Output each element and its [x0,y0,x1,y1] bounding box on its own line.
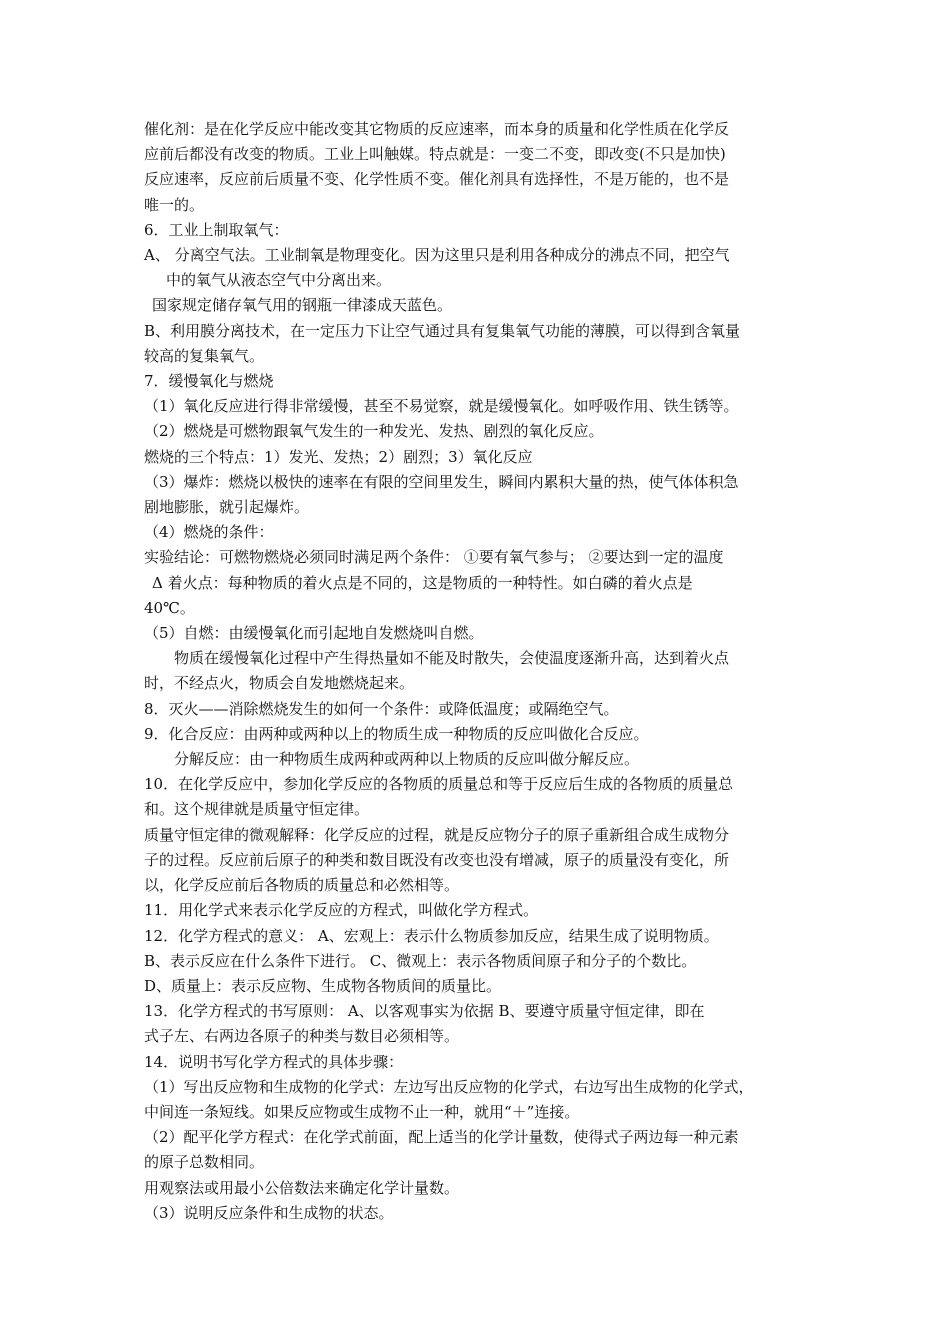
section-heading: 11．用化学式来表示化学反应的方程式，叫做化学方程式。 [144,901,539,920]
section-heading: 10．在化学反应中，参加化学反应的各物质的质量总和等于反应后生成的各物质的质量总 [144,775,734,794]
text-line: （2）配平化学方程式：在化学式前面，配上适当的化学计量数，使得式子两边每一种元素 [144,1128,739,1147]
text-line: 40℃。 [144,598,195,617]
text-line: 和。这个规律就是质量守恒定律。 [144,800,370,819]
text-line: （5）自燃：由缓慢氧化而引起地自发燃烧叫自燃。 [144,624,484,643]
section-heading: 12．化学方程式的意义： A、宏观上：表示什么物质参加反应，结果生成了说明物质。 [144,926,719,945]
text-line: 以，化学反应前后各物质的质量总和必然相等。 [144,876,460,895]
text-line: 燃烧的三个特点：1）发光、发热；2）剧烈；3）氧化反应 [144,447,533,466]
text-line: 中的氧气从液态空气中分离出来。 [166,271,392,290]
section-heading: 14．说明书写化学方程式的具体步骤： [144,1052,404,1071]
text-line: 唯一的。 [144,195,205,214]
text-line: 催化剂：是在化学反应中能改变其它物质的反应速率，而本身的质量和化学性质在化学反 [144,120,730,138]
text-line: （1）氧化反应进行得非常缓慢，甚至不易觉察，就是缓慢氧化。如呼吸作用、铁生锈等。 [144,397,739,416]
document-page [144,117,812,1226]
text-line: （1）写出反应物和生成物的化学式：左边写出反应物的化学式，右边写出生成物的化学式， [144,1077,754,1096]
text-line: 物质在缓慢氧化过程中产生得热量如不能及时散失，会使温度逐渐升高，达到着火点 [174,649,730,668]
text-line: 较高的复集氧气。 [144,346,265,365]
text-line: 国家规定储存氧气用的钢瓶一律漆成天蓝色。 [152,296,453,315]
section-heading: 9．化合反应：由两种或两种以上的物质生成一种物质的反应叫做化合反应。 [144,724,649,743]
text-line: （4）燃烧的条件： [144,523,274,542]
text-line: 时，不经点火，物质会自发地燃烧起来。 [144,674,415,693]
text-line: （2）燃烧是可燃物跟氧气发生的一种发光、发热、剧烈的氧化反应。 [144,422,604,441]
text-line: Δ 着火点：每种物质的着火点是不同的，这是物质的一种特性。如白磷的着火点是 [152,573,693,592]
text-line: 质量守恒定律的微观解释：化学反应的过程，就是反应物分子的原子重新组合成生成物分 [144,825,730,844]
text-line: B、表示反应在什么条件下进行。 C、微观上：表示各物质间原子和分子的个数比。 [144,951,697,970]
text-line: 分解反应：由一种物质生成两种或两种以上物质的反应叫做分解反应。 [174,750,640,769]
text-line: B、利用膜分离技术，在一定压力下让空气通过具有复集氧气功能的薄膜，可以得到含氧量 [144,321,741,340]
text-line: 实验结论：可燃物燃烧必须同时满足两个条件： ①要有氧气参与； ②要达到一定的温度 [144,548,724,567]
text-line: 中间连一条短线。如果反应物或生成物不止一种，就用“＋”连接。 [144,1102,580,1121]
section-heading: 8．灭火——消除燃烧发生的如何一个条件：或降低温度；或隔绝空气。 [144,699,619,718]
text-line: A、 分离空气法。工业制氧是物理变化。因为这里只是利用各种成分的沸点不同，把空气 [144,246,730,265]
text-line: 子的过程。反应前后原子的种类和数目既没有改变也没有增减，原子的质量没有变化，所 [144,850,730,869]
text-line: （3）爆炸：燃烧以极快的速率在有限的空间里发生，瞬间内累积大量的热，使气体体积急 [144,472,739,491]
section-heading: 7．缓慢氧化与燃烧 [144,372,274,391]
text-line: （3）说明反应条件和生成物的状态。 [144,1203,394,1222]
text-line: 式子左、右两边各原子的种类与数目必须相等。 [144,1027,460,1046]
section-heading: 6．工业上制取氧气： [144,220,289,239]
text-line: 剧地膨胀，就引起爆炸。 [144,498,310,517]
text-line: 反应速率，反应前后质量不变、化学性质不变。催化剂具有选择性，不是万能的，也不是 [144,170,730,189]
section-heading: 13．化学方程式的书写原则： A、以客观事实为依据 B、要遵守质量守恒定律，即在 [144,1002,705,1021]
text-line: 用观察法或用最小公倍数法来确定化学计量数。 [144,1178,460,1197]
text-line: 应前后都没有改变的物质。工业上叫触媒。特点就是：一变二不变，即改变(不只是加快) [144,145,726,164]
text-line: D、质量上：表示反应物、生成物各物质间的质量比。 [144,976,502,995]
text-line: 的原子总数相同。 [144,1153,265,1172]
